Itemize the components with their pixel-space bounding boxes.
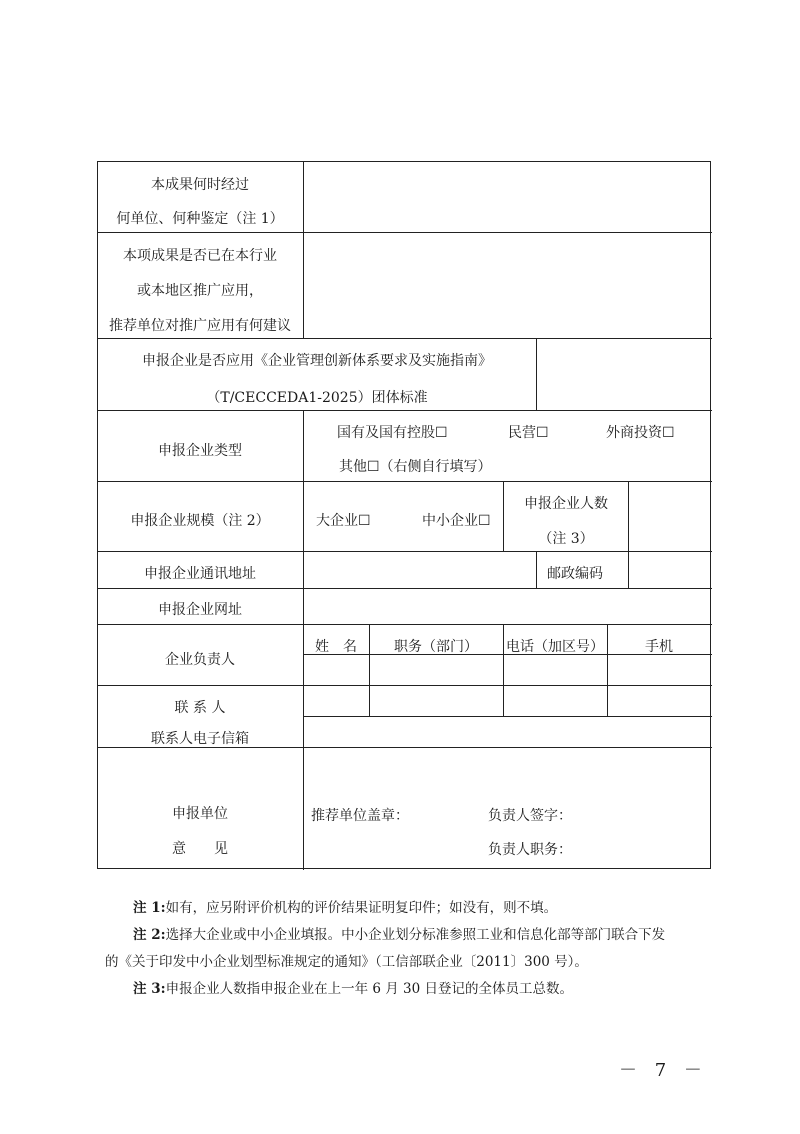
promotion-input-cell[interactable] [304, 233, 712, 338]
postal-code-label: 邮政编码 [547, 566, 603, 582]
option-state-owned[interactable]: 国有及国有控股☐ [337, 425, 448, 441]
option-large-enterprise[interactable]: 大企业☐ [316, 513, 371, 529]
position-label: 负责人职务： [488, 842, 572, 858]
note-3-tag: 注 3: [133, 981, 166, 997]
option-sme[interactable]: 中小企业☐ [422, 513, 491, 529]
note-2-continuation [105, 953, 715, 971]
note-2-tag: 注 2: [133, 927, 166, 943]
postal-code-input-cell[interactable] [629, 552, 712, 588]
option-private[interactable]: 民营☐ [508, 425, 549, 441]
enterprise-type-label: 申报企业类型 [158, 443, 242, 459]
headcount-label-line1: 申报企业人数 [524, 496, 608, 512]
note-1 [105, 899, 715, 917]
address-input-cell[interactable] [304, 552, 536, 588]
address-label: 申报企业通讯地址 [144, 566, 256, 582]
appraisal-label-line1: 本成果何时经过 [151, 177, 249, 193]
opinion-label-line1: 申报单位 [172, 806, 228, 822]
headcount-input-cell[interactable] [629, 482, 712, 551]
note-3-text: 申报企业人数指申报企业在上一年 6 月 30 日登记的全体员工总数。 [165, 981, 574, 997]
note-1-text: 如有，应另附评价机构的评价结果证明复印件；如没有，则不填。 [165, 900, 558, 916]
col-header-name: 姓 名 [315, 639, 357, 655]
col-header-mobile: 手机 [645, 639, 673, 655]
option-foreign[interactable]: 外商投资☐ [606, 425, 675, 441]
opinion-label-line2: 意 见 [172, 841, 228, 857]
promotion-label-line2: 或本地区推广应用， [137, 283, 263, 299]
standard-answer-cell[interactable] [537, 339, 712, 410]
page-number: － 7 － [619, 1060, 708, 1081]
note-2 [105, 926, 715, 944]
headcount-label-line2: （注 3） [538, 531, 594, 547]
col-header-phone: 电话（加区号） [506, 639, 604, 655]
contact-email-input-cell[interactable] [304, 717, 712, 747]
appraisal-input-cell[interactable] [304, 162, 712, 232]
leader-label: 企业负责人 [165, 652, 235, 668]
promotion-label-line3: 推荐单位对推广应用有何建议 [109, 318, 291, 334]
option-other[interactable]: 其他☐（右侧自行填写） [339, 459, 492, 475]
standard-question-line1: 申报企业是否应用《企业管理创新体系要求及实施指南》 [142, 353, 492, 369]
application-form-table [97, 161, 711, 869]
note-2-text-line1: 选择大企业或中小企业填报。中小企业划分标准参照工业和信息化部等部门联合下发 [165, 927, 666, 943]
standard-question-line2: （T/CECCEDA1-2025）团体标准 [206, 390, 428, 406]
website-label: 申报企业网址 [158, 602, 242, 618]
promotion-label-line1: 本项成果是否已在本行业 [123, 248, 277, 264]
contact-email-label: 联系人电子信箱 [151, 731, 249, 747]
note-1-tag: 注 1: [133, 900, 166, 916]
note-3 [105, 980, 715, 998]
enterprise-scale-label: 申报企业规模（注 2） [130, 513, 270, 529]
website-input-cell[interactable] [304, 589, 712, 624]
note-2-text-line2: 的《关于印发中小企业划型标准规定的通知》（工信部联企业〔2011〕300 号）。 [105, 954, 588, 970]
appraisal-label-line2: 何单位、何种鉴定（注 1） [116, 211, 284, 227]
seal-label: 推荐单位盖章： [311, 808, 409, 824]
signature-label: 负责人签字： [488, 808, 572, 824]
col-header-position: 职务（部门） [394, 639, 478, 655]
contact-person-label: 联 系 人 [174, 700, 226, 716]
